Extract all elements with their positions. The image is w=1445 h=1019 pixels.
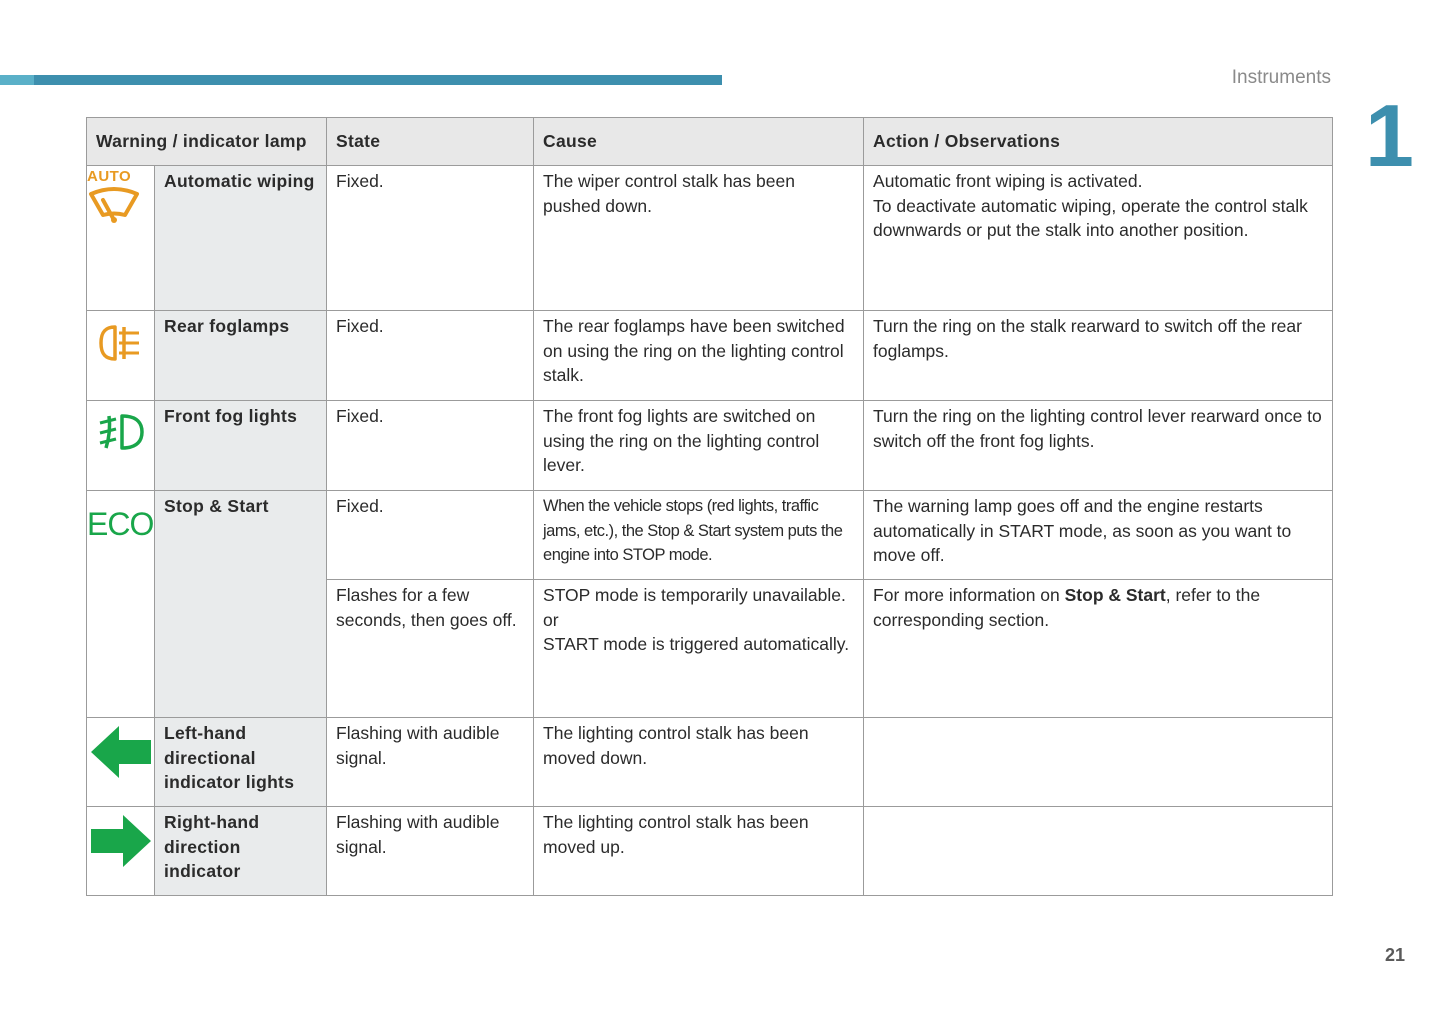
action-line: To deactivate automatic wiping, operate the control stalk downwards or put the stalk into another position. xyxy=(873,195,1308,240)
page-number: 21 xyxy=(1384,945,1405,965)
rear-foglamp-icon xyxy=(97,323,145,363)
lamp-cause: The front fog lights are switched on using the ring on the lighting control lever. xyxy=(534,401,864,491)
lamp-action: The warning lamp goes off and the engine restarts automatically in START mode, as soon as you want to move off. xyxy=(864,491,1333,580)
lamp-action xyxy=(864,718,1333,807)
lamp-state: Flashes for a few seconds, then goes off. xyxy=(327,580,534,718)
lamp-name: Left-hand directional indicator lights xyxy=(155,718,327,807)
lamp-action: Turn the ring on the stalk rearward to switch off the rear foglamps. xyxy=(864,311,1333,401)
lamp-cause: The rear foglamps have been switched on using the ring on the lighting control stalk. xyxy=(534,311,864,401)
lamp-state: Fixed. xyxy=(327,401,534,491)
auto-wiping-icon xyxy=(87,185,141,225)
column-header-state: State xyxy=(327,118,534,166)
action-line: Automatic front wiping is activated. xyxy=(873,171,1143,191)
auto-label: AUTO xyxy=(87,168,132,185)
lamp-state: Flashing with audible signal. xyxy=(327,807,534,896)
right-arrow-icon xyxy=(89,813,153,869)
action-bold-term: Stop & Start xyxy=(1064,585,1166,605)
column-header-action: Action / Observations xyxy=(864,118,1333,166)
lamp-action xyxy=(864,807,1333,896)
left-arrow-icon xyxy=(89,724,153,780)
lamp-icon-cell xyxy=(87,491,155,718)
lamp-icon-cell xyxy=(87,718,155,807)
column-header-lamp: Warning / indicator lamp xyxy=(87,118,327,166)
lamp-state: Fixed. xyxy=(327,166,534,311)
action-suffix: , refer to the corresponding section. xyxy=(873,585,1261,630)
header-accent-bar xyxy=(0,75,722,85)
lamp-icon-cell xyxy=(87,311,155,401)
table-row xyxy=(87,401,1333,491)
table-header-row xyxy=(87,118,1333,166)
table-row xyxy=(87,718,1333,807)
lamp-state: Fixed. xyxy=(327,491,534,580)
front-fog-light-icon xyxy=(94,412,148,452)
cause-line: STOP mode is temporarily unavailable. xyxy=(543,585,846,605)
column-header-cause: Cause xyxy=(534,118,864,166)
table-row xyxy=(87,166,1333,311)
action-prefix: For more information on xyxy=(873,585,1065,605)
lamp-action xyxy=(864,166,1333,311)
table-row xyxy=(87,311,1333,401)
chapter-number: 1 xyxy=(1365,86,1414,185)
table-row xyxy=(87,807,1333,896)
lamp-action: Turn the ring on the lighting control lever rearward once to switch off the front fog lights. xyxy=(864,401,1333,491)
lamp-name: Front fog lights xyxy=(155,401,327,491)
lamp-icon-cell xyxy=(87,401,155,491)
lamp-state: Fixed. xyxy=(327,311,534,401)
lamp-name: Right-hand direction indicator xyxy=(155,807,327,896)
table-row xyxy=(87,491,1333,580)
lamp-icon-cell xyxy=(87,807,155,896)
lamp-cause: The wiper control stalk has been pushed down. xyxy=(534,166,864,311)
lamp-cause: The lighting control stalk has been moved down. xyxy=(534,718,864,807)
lamp-name: Rear foglamps xyxy=(155,311,327,401)
section-title: Instruments xyxy=(1231,67,1331,88)
eco-icon: ECO xyxy=(87,506,154,542)
lamp-name: Stop & Start xyxy=(155,491,327,718)
lamp-name: Automatic wiping xyxy=(155,166,327,311)
lamp-state: Flashing with audible signal. xyxy=(327,718,534,807)
lamp-action xyxy=(864,580,1333,718)
lamp-icon-cell xyxy=(87,166,155,311)
lamp-cause: When the vehicle stops (red lights, traffic jams, etc.), the Stop & Start system puts the engine into STOP mode. xyxy=(534,491,864,580)
warning-lamps-table xyxy=(86,117,1333,896)
cause-line: START mode is triggered automatically. xyxy=(543,634,850,654)
lamp-cause xyxy=(534,580,864,718)
lamp-cause: The lighting control stalk has been moved up. xyxy=(534,807,864,896)
cause-line: or xyxy=(543,609,559,630)
